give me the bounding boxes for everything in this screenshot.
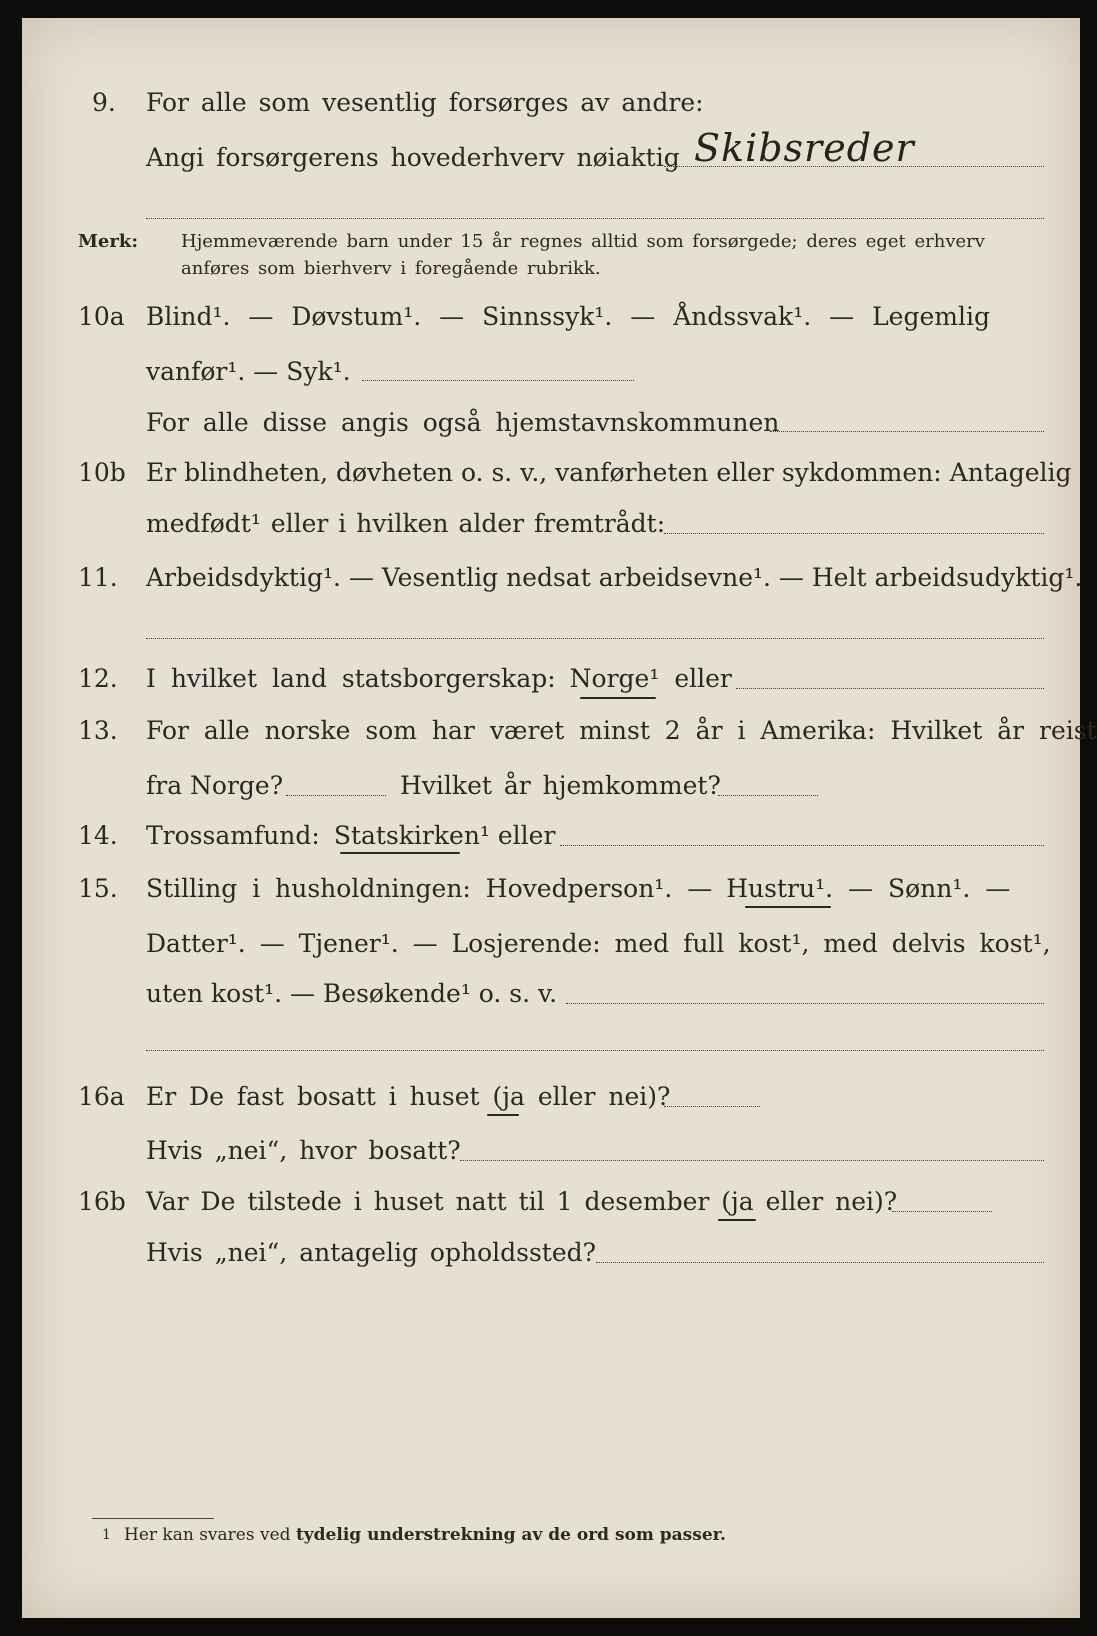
q9-extra-line <box>146 218 1044 219</box>
merk-line1: Hjemmeværende barn under 15 år regnes alltid som forsørgede; deres eget erhverv <box>181 231 985 252</box>
q10b-number: 10b <box>78 458 126 487</box>
q13-line1: For alle norske som har været minst 2 år i Amerika: Hvilket år reist <box>146 716 1097 745</box>
q9-number: 9. <box>92 88 116 117</box>
footnote-rule <box>92 1518 214 1519</box>
q12-answer-line <box>736 688 1044 689</box>
q9-handwritten-answer: Skibsreder <box>694 126 915 170</box>
q15-line1 <box>146 874 1010 904</box>
q16a-line2: Hvis „nei“, hvor bosatt? <box>146 1136 461 1165</box>
q11-line1: Arbeidsdyktig¹. — Vesentlig nedsat arbeidsevne¹. — Helt arbeidsudyktig¹. <box>146 563 1083 592</box>
q16b-place-line <box>596 1262 1044 1263</box>
footnote-text <box>124 1524 726 1546</box>
q14-statskirken-underline <box>340 852 460 854</box>
footnote-text-emphasis: tydelig understrekning av de ord som passer. <box>295 1525 726 1545</box>
footnote-mark: 1 <box>102 1527 111 1543</box>
q13-year-returned-line <box>718 795 818 796</box>
q10a-home-municipality-line <box>770 431 1044 432</box>
q16b-ja: ja <box>731 1187 754 1216</box>
q14-question-text: Trossamfund: <box>146 821 320 850</box>
q12-question-text: I hvilket land statsborgerskap: <box>146 664 556 693</box>
q14-number: 14. <box>78 821 118 850</box>
q10b-line1: Er blindheten, døvheten o. s. v., vanførheten eller sykdommen: Antagelig <box>146 458 1072 487</box>
q13-line2a: fra Norge? <box>146 771 284 800</box>
q13-year-left-line <box>286 795 386 796</box>
q16b-line1 <box>146 1187 897 1217</box>
footnote-text-start: Her kan svares ved <box>124 1525 296 1545</box>
q16b-line2: Hvis „nei“, antagelig opholdssted? <box>146 1238 597 1267</box>
q16b-line1-end: eller nei)? <box>753 1187 898 1216</box>
q11-answer-line <box>146 638 1044 639</box>
q15-line1-end: ¹. — Sønn¹. — <box>815 874 1011 903</box>
q16a-where-line <box>460 1160 1044 1161</box>
q13-number: 13. <box>78 716 118 745</box>
q15-hustru-underline <box>745 906 831 908</box>
q10a-number: 10a <box>78 302 125 331</box>
q11-number: 11. <box>78 563 118 592</box>
q12-question <box>146 664 732 694</box>
q16a-line1-end: eller nei)? <box>524 1082 671 1111</box>
q10a-answer-line <box>362 380 634 381</box>
q15-line1-start: Stilling i husholdningen: Hovedperson¹. — <box>146 874 713 903</box>
q16b-number: 16b <box>78 1187 126 1216</box>
q16a-line1-start: Er De fast bosatt i huset ( <box>146 1082 503 1111</box>
q14-rest: ¹ eller <box>479 821 556 850</box>
q16a-ja-underline <box>487 1114 519 1116</box>
q10a-line1: Blind¹. — Døvstum¹. — Sinnssyk¹. — Åndssvak¹. — Legemlig <box>146 302 990 331</box>
q16a-number: 16a <box>78 1082 125 1111</box>
q16a-ja: ja <box>502 1082 525 1111</box>
q12-norge: Norge <box>569 664 650 693</box>
merk-label: Merk: <box>78 231 138 252</box>
q10b-line2: medfødt¹ eller i hvilken alder fremtrådt: <box>146 509 666 538</box>
q13-line2b: Hvilket år hjemkommet? <box>400 771 721 800</box>
q12-norge-underline <box>580 697 656 699</box>
q14-question <box>146 821 555 851</box>
q16a-answer-line <box>664 1106 760 1107</box>
q14-statskirken: Statskirken <box>333 821 480 850</box>
q12-rest: ¹ eller <box>649 664 732 693</box>
q15-hustru: Hustru <box>726 874 816 903</box>
q15-line2: Datter¹. — Tjener¹. — Losjerende: med full kost¹, med delvis kost¹, <box>146 929 1051 958</box>
merk-line2: anføres som bierhverv i foregående rubrikk. <box>181 258 601 279</box>
q15-number: 15. <box>78 874 118 903</box>
q15-answer-line <box>566 1003 1044 1004</box>
q16a-line1 <box>146 1082 670 1112</box>
q10a-line2: vanfør¹. — Syk¹. <box>146 357 351 386</box>
q12-number: 12. <box>78 664 118 693</box>
q15-line3: uten kost¹. — Besøkende¹ o. s. v. <box>146 979 558 1008</box>
q9-line2: Angi forsørgerens hovederhverv nøiaktig <box>146 143 680 172</box>
q10b-answer-line <box>664 533 1044 534</box>
q10a-line3: For alle disse angis også hjemstavnskommunen <box>146 408 780 437</box>
q14-answer-line <box>560 845 1044 846</box>
q16b-ja-underline <box>718 1219 756 1221</box>
q16b-answer-line <box>892 1211 992 1212</box>
q15-extra-line <box>146 1050 1044 1051</box>
q9-line1: For alle som vesentlig forsørges av andre: <box>146 88 704 117</box>
q16b-line1-start: Var De tilstede i huset natt til 1 desember ( <box>146 1187 732 1216</box>
